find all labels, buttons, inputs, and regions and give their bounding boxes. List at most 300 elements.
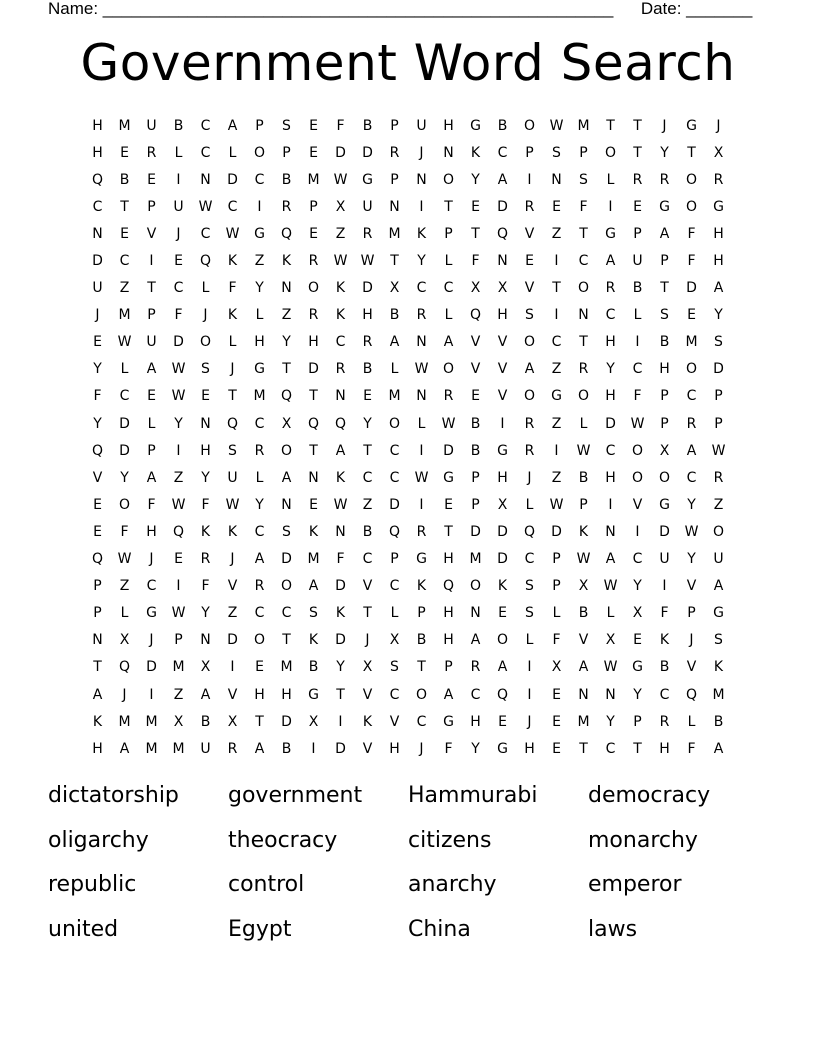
grid-letter: N [416, 171, 427, 188]
grid-letter: B [578, 605, 589, 622]
grid-letter: Y [687, 551, 696, 568]
grid-letter: J [419, 740, 424, 757]
grid-letter: I [176, 442, 181, 459]
grid-letter: R [686, 415, 697, 432]
grid-letter: H [389, 740, 400, 757]
grid-letter: Q [91, 442, 104, 459]
grid-letter: T [444, 198, 453, 215]
grid-letter: X [227, 713, 238, 730]
grid-letter: T [417, 659, 426, 676]
grid-letter: E [552, 713, 561, 730]
grid-letter: X [713, 144, 724, 161]
grid-letter: Z [281, 307, 292, 324]
grid-letter: B [659, 334, 670, 351]
grid-letter: W [171, 388, 186, 405]
grid-letter: C [362, 551, 373, 568]
grid-letter: T [633, 144, 642, 161]
grid-letter: O [388, 415, 401, 432]
grid-letter: K [335, 469, 346, 486]
grid-letter: B [362, 117, 373, 134]
grid-letter: D [497, 198, 508, 215]
word-list-item: monarchy [588, 827, 698, 853]
grid-letter: K [470, 144, 481, 161]
grid-letter: Y [417, 253, 426, 270]
grid-letter: O [577, 280, 590, 297]
grid-letter: E [471, 198, 480, 215]
grid-letter: I [608, 496, 613, 513]
grid-letter: L [228, 334, 237, 351]
grid-letter: S [714, 632, 723, 649]
grid-letter: I [635, 523, 640, 540]
grid-letter: R [713, 469, 724, 486]
grid-letter: N [389, 198, 400, 215]
grid-letter: K [308, 523, 319, 540]
grid-letter: U [92, 280, 103, 297]
grid-letter: A [92, 686, 103, 703]
grid-letter: A [146, 469, 157, 486]
grid-letter: T [390, 253, 399, 270]
grid-letter: A [713, 740, 724, 757]
grid-letter: T [660, 280, 669, 297]
grid-letter: W [225, 496, 240, 513]
grid-letter: J [365, 632, 370, 649]
grid-letter: Y [336, 659, 345, 676]
grid-letter: S [390, 659, 399, 676]
grid-letter: V [686, 659, 697, 676]
grid-letter: I [608, 198, 613, 215]
grid-letter: Z [254, 253, 265, 270]
grid-letter: H [443, 632, 454, 649]
grid-letter: O [253, 144, 266, 161]
grid-letter: U [227, 469, 238, 486]
grid-letter: B [416, 632, 427, 649]
grid-letter: F [444, 740, 453, 757]
grid-letter: O [712, 523, 725, 540]
grid-letter: C [443, 280, 454, 297]
grid-letter: C [605, 442, 616, 459]
grid-letter: F [552, 632, 561, 649]
grid-letter: G [254, 225, 265, 242]
grid-letter: Z [173, 469, 184, 486]
grid-letter: B [173, 117, 184, 134]
grid-letter: D [335, 632, 346, 649]
grid-letter: Z [119, 578, 130, 595]
grid-letter: L [579, 415, 588, 432]
grid-letter: D [470, 523, 481, 540]
grid-letter: I [149, 253, 154, 270]
grid-letter: F [660, 605, 669, 622]
grid-letter: G [713, 198, 724, 215]
grid-letter: U [659, 551, 670, 568]
grid-letter: D [281, 551, 292, 568]
grid-letter: D [335, 740, 346, 757]
word-list-item: citizens [408, 827, 492, 853]
grid-letter: K [200, 523, 211, 540]
grid-letter: M [469, 551, 482, 568]
grid-letter: Z [551, 469, 562, 486]
grid-letter: P [579, 496, 588, 513]
grid-letter: Q [172, 523, 185, 540]
grid-letter: Z [119, 280, 130, 297]
grid-letter: G [443, 713, 454, 730]
grid-letter: H [713, 253, 724, 270]
grid-letter: B [713, 713, 724, 730]
grid-letter: W [225, 225, 240, 242]
grid-letter: A [605, 551, 616, 568]
grid-letter: U [146, 334, 157, 351]
grid-letter: F [687, 253, 696, 270]
grid-letter: P [93, 578, 102, 595]
grid-letter: R [659, 713, 670, 730]
grid-letter: T [363, 442, 372, 459]
grid-letter: M [577, 117, 590, 134]
grid-letter: M [685, 334, 698, 351]
grid-letter: Y [363, 415, 372, 432]
grid-letter: X [470, 280, 481, 297]
word-list-item: emperor [588, 872, 682, 897]
grid-letter: V [92, 469, 103, 486]
grid-letter: U [632, 253, 643, 270]
grid-letter: D [362, 280, 373, 297]
grid-letter: E [174, 551, 183, 568]
grid-letter: E [174, 253, 183, 270]
grid-letter: N [470, 605, 481, 622]
grid-letter: U [713, 551, 724, 568]
grid-letter: E [120, 144, 129, 161]
grid-letter: S [525, 307, 534, 324]
grid-letter: I [662, 578, 667, 595]
grid-letter: H [443, 117, 454, 134]
grid-letter: A [254, 740, 265, 757]
grid-letter: W [684, 523, 699, 540]
grid-letter: O [523, 388, 536, 405]
grid-letter: Z [551, 361, 562, 378]
grid-letter: D [659, 523, 670, 540]
grid-letter: C [146, 578, 157, 595]
word-list-item: dictatorship [48, 783, 179, 808]
grid-letter: H [605, 334, 616, 351]
grid-letter: U [146, 117, 157, 134]
grid-letter: Y [606, 361, 615, 378]
grid-letter: N [335, 388, 346, 405]
grid-letter: R [146, 144, 157, 161]
grid-letter: W [603, 578, 618, 595]
grid-letter: J [149, 551, 154, 568]
grid-letter: D [173, 334, 184, 351]
letter-grid [84, 112, 732, 762]
grid-letter: F [633, 388, 642, 405]
grid-letter: D [227, 171, 238, 188]
grid-letter: L [120, 605, 129, 622]
grid-letter: R [659, 171, 670, 188]
grid-letter: M [172, 740, 185, 757]
grid-letter: C [92, 198, 103, 215]
grid-letter: J [122, 686, 127, 703]
grid-letter: Q [469, 307, 482, 324]
grid-letter: A [335, 442, 346, 459]
grid-letter: J [176, 225, 181, 242]
grid-letter: L [444, 307, 453, 324]
grid-letter: A [713, 578, 724, 595]
grid-letter: T [120, 198, 129, 215]
grid-letter: I [257, 198, 262, 215]
grid-letter: H [281, 686, 292, 703]
grid-letter: A [443, 686, 454, 703]
grid-letter: K [497, 578, 508, 595]
grid-letter: V [497, 361, 508, 378]
grid-letter: E [498, 605, 507, 622]
grid-letter: E [633, 632, 642, 649]
grid-letter: F [147, 496, 156, 513]
grid-letter: I [500, 415, 505, 432]
grid-letter: K [362, 713, 373, 730]
grid-letter: J [203, 307, 208, 324]
grid-letter: R [524, 198, 535, 215]
grid-letter: R [416, 307, 427, 324]
grid-letter: V [632, 496, 643, 513]
grid-letter: J [527, 469, 532, 486]
grid-letter: T [255, 713, 264, 730]
grid-letter: W [198, 198, 213, 215]
grid-letter: M [172, 659, 185, 676]
grid-letter: P [660, 388, 669, 405]
grid-letter: Y [120, 469, 129, 486]
grid-letter: B [308, 659, 319, 676]
grid-letter: X [362, 659, 373, 676]
grid-letter: B [578, 469, 589, 486]
grid-letter: X [173, 713, 184, 730]
grid-letter: N [551, 171, 562, 188]
grid-letter: V [524, 225, 535, 242]
grid-letter: P [714, 388, 723, 405]
grid-letter: K [578, 523, 589, 540]
grid-letter: S [282, 117, 291, 134]
grid-letter: E [93, 334, 102, 351]
grid-letter: T [282, 361, 291, 378]
grid-letter: I [419, 198, 424, 215]
grid-letter: T [579, 740, 588, 757]
grid-letter: J [716, 117, 721, 134]
grid-letter: K [416, 225, 427, 242]
grid-letter: L [525, 496, 534, 513]
grid-letter: V [686, 578, 697, 595]
grid-letter: A [713, 280, 724, 297]
grid-letter: Y [282, 334, 291, 351]
grid-letter: B [389, 307, 400, 324]
grid-letter: A [497, 171, 508, 188]
grid-letter: X [551, 659, 562, 676]
grid-letter: W [333, 171, 348, 188]
grid-letter: J [527, 713, 532, 730]
grid-letter: U [362, 198, 373, 215]
grid-letter: P [552, 551, 561, 568]
name-date-header [48, 0, 753, 22]
grid-letter: T [363, 605, 372, 622]
grid-letter: C [119, 388, 130, 405]
grid-letter: Q [496, 686, 509, 703]
grid-letter: K [335, 605, 346, 622]
grid-letter: A [254, 551, 265, 568]
grid-letter: J [149, 632, 154, 649]
word-list-item: Hammurabi [408, 783, 538, 808]
grid-letter: O [577, 388, 590, 405]
grid-letter: R [578, 361, 589, 378]
grid-letter: R [362, 334, 373, 351]
grid-letter: O [280, 578, 293, 595]
grid-letter: L [606, 605, 615, 622]
grid-letter: E [687, 307, 696, 324]
word-list-item: republic [48, 872, 137, 897]
grid-letter: N [200, 632, 211, 649]
grid-letter: J [230, 551, 235, 568]
grid-letter: Y [174, 415, 183, 432]
grid-letter: J [689, 632, 694, 649]
grid-letter: C [551, 334, 562, 351]
grid-letter: X [659, 442, 670, 459]
grid-letter: P [660, 253, 669, 270]
grid-letter: N [281, 280, 292, 297]
grid-letter: L [390, 605, 399, 622]
grid-letter: L [417, 415, 426, 432]
grid-letter: A [686, 442, 697, 459]
grid-letter: O [523, 334, 536, 351]
grid-letter: M [307, 551, 320, 568]
grid-letter: N [416, 334, 427, 351]
grid-letter: H [497, 469, 508, 486]
grid-letter: Q [442, 578, 455, 595]
grid-letter: O [199, 334, 212, 351]
grid-letter: H [254, 334, 265, 351]
grid-letter: V [470, 334, 481, 351]
grid-letter: C [281, 605, 292, 622]
grid-letter: C [389, 442, 400, 459]
grid-letter: C [200, 225, 211, 242]
grid-letter: N [92, 225, 103, 242]
grid-letter: H [605, 469, 616, 486]
grid-letter: C [119, 253, 130, 270]
grid-letter: G [497, 442, 508, 459]
grid-letter: E [633, 198, 642, 215]
grid-letter: C [416, 280, 427, 297]
grid-letter: R [443, 388, 454, 405]
grid-letter: Q [91, 551, 104, 568]
grid-letter: T [633, 117, 642, 134]
grid-letter: X [497, 496, 508, 513]
grid-letter: Z [713, 496, 724, 513]
grid-letter: R [470, 659, 481, 676]
grid-letter: W [549, 496, 564, 513]
grid-letter: K [416, 578, 427, 595]
grid-letter: M [307, 171, 320, 188]
grid-letter: D [227, 632, 238, 649]
grid-letter: V [362, 740, 373, 757]
grid-letter: F [336, 117, 345, 134]
grid-letter: J [662, 117, 667, 134]
grid-letter: R [524, 442, 535, 459]
grid-letter: M [118, 117, 131, 134]
grid-letter: R [281, 198, 292, 215]
grid-letter: N [605, 523, 616, 540]
grid-letter: T [309, 442, 318, 459]
grid-letter: N [578, 307, 589, 324]
grid-letter: C [389, 686, 400, 703]
grid-letter: R [200, 551, 211, 568]
grid-letter: A [578, 659, 589, 676]
grid-letter: Q [199, 253, 212, 270]
grid-letter: F [201, 496, 210, 513]
grid-letter: L [606, 171, 615, 188]
grid-letter: C [254, 171, 265, 188]
grid-letter: R [713, 171, 724, 188]
grid-letter: H [524, 740, 535, 757]
grid-letter: T [309, 388, 318, 405]
grid-letter: G [713, 605, 724, 622]
grid-letter: X [119, 632, 130, 649]
grid-letter: C [254, 523, 265, 540]
grid-letter: A [605, 253, 616, 270]
grid-letter: S [525, 578, 534, 595]
grid-letter: Q [388, 523, 401, 540]
grid-letter: Q [496, 225, 509, 242]
grid-letter: T [687, 144, 696, 161]
grid-letter: C [470, 686, 481, 703]
grid-letter: P [147, 442, 156, 459]
grid-letter: J [95, 307, 100, 324]
grid-letter: Y [633, 686, 642, 703]
grid-letter: L [228, 144, 237, 161]
grid-letter: E [255, 659, 264, 676]
grid-letter: N [578, 686, 589, 703]
grid-letter: H [713, 225, 724, 242]
grid-letter: M [118, 713, 131, 730]
grid-letter: D [335, 144, 346, 161]
grid-letter: A [227, 117, 238, 134]
grid-letter: T [633, 740, 642, 757]
grid-letter: T [579, 334, 588, 351]
grid-letter: Y [687, 496, 696, 513]
grid-letter: Q [523, 523, 536, 540]
grid-letter: P [579, 144, 588, 161]
grid-letter: Z [551, 415, 562, 432]
grid-letter: P [390, 551, 399, 568]
grid-letter: M [118, 307, 131, 324]
grid-letter: C [605, 740, 616, 757]
grid-letter: X [389, 280, 400, 297]
grid-letter: W [333, 496, 348, 513]
grid-letter: H [92, 740, 103, 757]
grid-letter: W [576, 551, 591, 568]
word-list-item: laws [588, 916, 638, 942]
grid-letter: L [201, 280, 210, 297]
grid-letter: J [419, 144, 424, 161]
grid-letter: N [416, 388, 427, 405]
grid-letter: R [362, 225, 373, 242]
grid-letter: P [444, 659, 453, 676]
grid-letter: N [92, 632, 103, 649]
grid-letter: C [200, 117, 211, 134]
grid-letter: P [687, 605, 696, 622]
grid-letter: W [117, 551, 132, 568]
grid-letter: Y [93, 361, 102, 378]
grid-letter: R [254, 442, 265, 459]
grid-letter: F [93, 388, 102, 405]
grid-letter: V [497, 334, 508, 351]
grid-letter: K [713, 659, 724, 676]
grid-letter: E [471, 388, 480, 405]
grid-letter: P [660, 415, 669, 432]
grid-letter: I [176, 578, 181, 595]
grid-letter: Y [714, 307, 723, 324]
